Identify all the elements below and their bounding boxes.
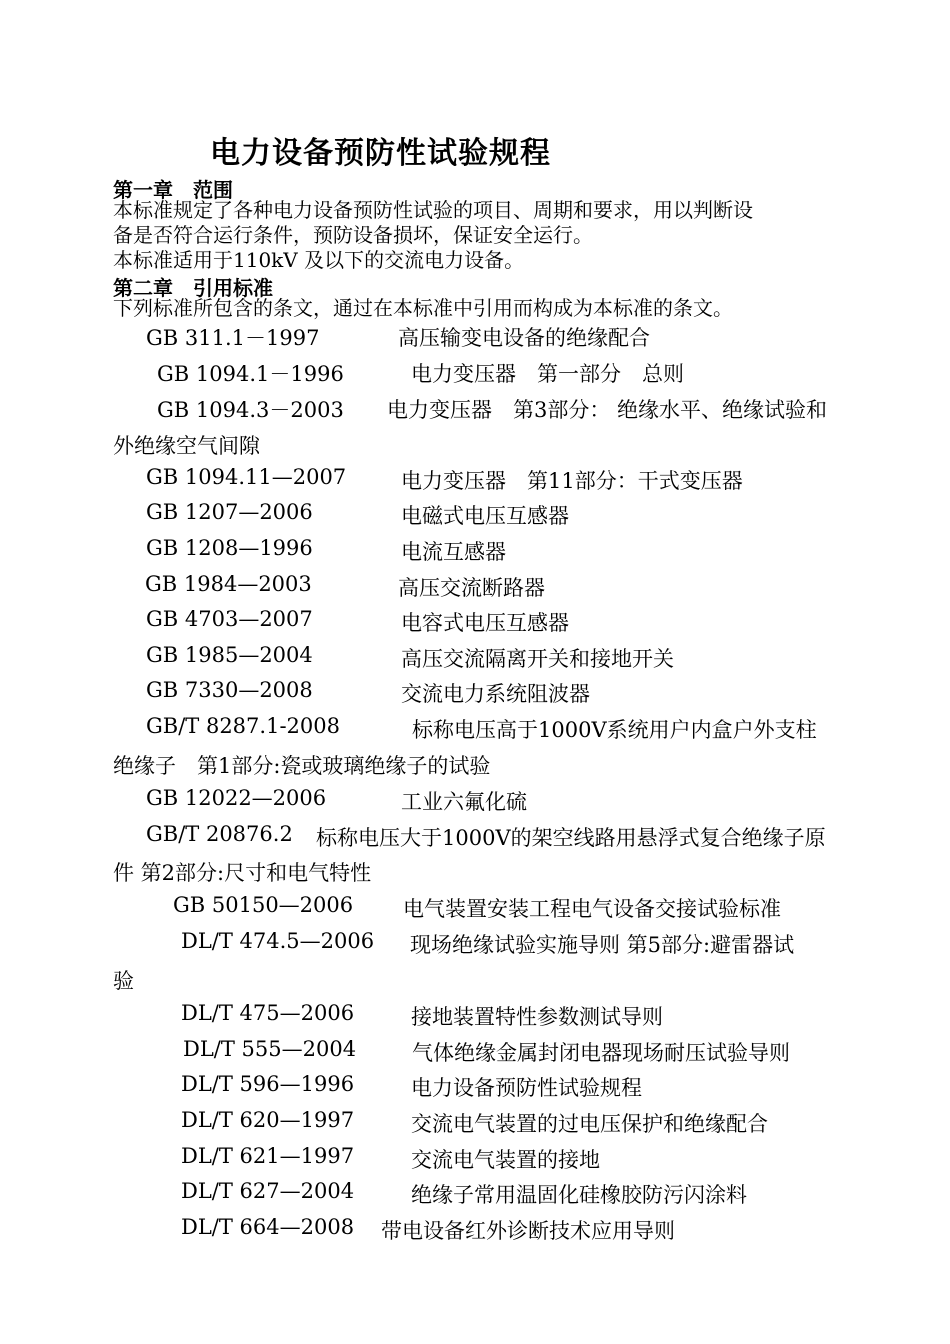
reference-code: DL/T 664—2008	[181, 1215, 355, 1239]
chapter-1-line-1: 本标准规定了各种电力设备预防性试验的项目、周期和要求，用以判断设	[113, 198, 753, 222]
reference-name: 电气装置安装工程电气设备交接试验标准	[403, 897, 781, 921]
reference-continuation: 验	[113, 969, 134, 993]
reference-item	[181, 1179, 747, 1207]
reference-code: DL/T 474.5—2006	[181, 929, 375, 953]
reference-code: GB 311.1－1997	[146, 326, 320, 350]
reference-code: GB 1094.11—2007	[146, 465, 347, 489]
reference-continuation: 绝缘子 第1部分:瓷或玻璃绝缘子的试验	[113, 754, 491, 778]
reference-continuation: 件 第2部分:尺寸和电气特性	[113, 861, 372, 885]
reference-name: 高压交流断路器	[398, 576, 545, 600]
reference-name: 高压交流隔离开关和接地开关	[401, 647, 674, 671]
reference-name: 标称电压高于1000V系统用户内盒户外支柱	[412, 718, 817, 742]
reference-code: DL/T 475—2006	[181, 1001, 355, 1025]
reference-item	[181, 1108, 768, 1136]
reference-code: GB/T 20876.2	[146, 822, 293, 846]
reference-name: 标称电压大于1000V的架空线路用悬浮式复合绝缘子原	[316, 826, 826, 850]
reference-name: 电流互感器	[401, 540, 506, 564]
reference-item	[181, 1215, 675, 1243]
reference-name: 电容式电压互感器	[401, 611, 569, 635]
reference-code: GB 1985—2004	[146, 643, 313, 667]
reference-code: DL/T 621—1997	[181, 1144, 355, 1168]
reference-item	[157, 394, 828, 424]
reference-item	[146, 678, 590, 706]
reference-code: GB 12022—2006	[146, 786, 327, 810]
reference-code: GB 4703—2007	[146, 607, 313, 631]
reference-item	[181, 929, 795, 957]
reference-name: 电力设备预防性试验规程	[411, 1076, 642, 1100]
reference-code: DL/T 620—1997	[181, 1108, 355, 1132]
reference-code: GB 50150—2006	[173, 893, 354, 917]
reference-name: 电力变压器 第11部分：干式变压器	[401, 469, 743, 493]
reference-code: DL/T 627—2004	[181, 1179, 355, 1203]
reference-name: 交流电力系统阻波器	[401, 682, 590, 706]
reference-name: 交流电气装置的接地	[411, 1148, 600, 1172]
reference-code: GB 7330—2008	[146, 678, 313, 702]
reference-item	[181, 1144, 600, 1172]
chapter-2-heading: 第二章 引用标准	[113, 276, 273, 300]
reference-code: DL/T 555—2004	[183, 1037, 357, 1061]
reference-name: 交流电气装置的过电压保护和绝缘配合	[411, 1112, 768, 1136]
reference-name: 电磁式电压互感器	[401, 504, 569, 528]
reference-name: 接地装置特性参数测试导则	[411, 1005, 663, 1029]
document-title: 电力设备预防性试验规程	[210, 136, 551, 171]
reference-item	[146, 322, 650, 352]
reference-code: DL/T 596—1996	[181, 1072, 355, 1096]
reference-code: GB 1094.1－1996	[157, 362, 344, 386]
reference-name: 带电设备红外诊断技术应用导则	[381, 1219, 675, 1243]
reference-item	[146, 500, 569, 528]
reference-code: GB/T 8287.1-2008	[146, 714, 340, 738]
reference-item	[146, 822, 826, 850]
reference-item	[146, 714, 817, 742]
reference-name: 现场绝缘试验实施导则 第5部分:避雷器试	[410, 933, 795, 957]
chapter-1-line-2: 备是否符合运行条件，预防设备损坏，保证安全运行。	[113, 223, 593, 247]
reference-item	[146, 643, 674, 671]
reference-name: 绝缘子常用温固化硅橡胶防污闪涂料	[411, 1183, 747, 1207]
reference-code: GB 1984—2003	[145, 572, 312, 596]
reference-name: 电力变压器 第3部分： 绝缘水平、绝缘试验和	[387, 398, 828, 422]
reference-item	[183, 1037, 790, 1065]
reference-item	[157, 358, 684, 388]
reference-code: GB 1208—1996	[146, 536, 313, 560]
reference-code: GB 1207—2006	[146, 500, 313, 524]
chapter-1-line-3: 本标准适用于110kV 及以下的交流电力设备。	[113, 248, 525, 272]
reference-item	[173, 893, 781, 921]
reference-item	[181, 1072, 642, 1100]
reference-name: 气体绝缘金属封闭电器现场耐压试验导则	[412, 1041, 790, 1065]
reference-name: 电力变压器 第一部分 总则	[411, 362, 684, 386]
reference-item	[146, 786, 527, 814]
reference-name: 高压输变电设备的绝缘配合	[398, 326, 650, 350]
reference-item	[146, 607, 569, 635]
reference-item	[146, 536, 506, 564]
chapter-1-heading: 第一章 范围	[113, 178, 233, 202]
reference-name: 工业六氟化硫	[401, 790, 527, 814]
reference-code: GB 1094.3－2003	[157, 398, 344, 422]
reference-item	[146, 465, 743, 493]
reference-continuation: 外绝缘空气间隙	[113, 434, 260, 458]
chapter-2-intro: 下列标准所包含的条文，通过在本标准中引用而构成为本标准的条文。	[113, 296, 733, 320]
reference-item	[145, 572, 545, 600]
reference-item	[181, 1001, 663, 1029]
